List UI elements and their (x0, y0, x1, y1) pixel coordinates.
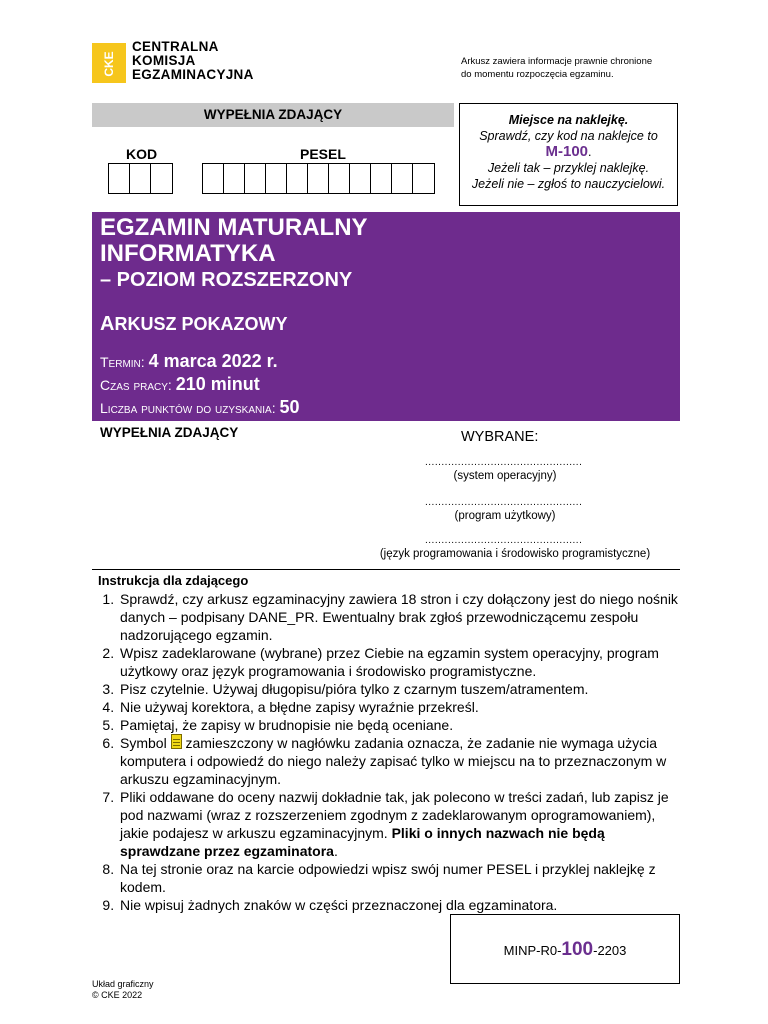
term-value: 4 marca 2022 r. (148, 351, 278, 371)
pesel-box[interactable] (308, 164, 329, 193)
fill-section-title: WYPEŁNIA ZDAJĄCY (100, 425, 239, 440)
footer-line: Układ graficzny (92, 979, 154, 989)
sheet-type (100, 313, 287, 336)
instruction-item: 1. Sprawdź, czy arkusz egzaminacyjny zawiera 18 stron i czy dołączony jest do niego nośnik danych – podpisany DANE_PR. Ewentualny brak zgłoś przewodniczącemu zespołu nadzorującego egzamin. (118, 590, 678, 644)
sticker-no: Jeżeli nie – zgłoś to nauczycielowi. (471, 177, 666, 191)
divider (92, 569, 680, 570)
exam-code-number: 100 (561, 939, 594, 960)
pesel-boxes[interactable] (202, 163, 435, 194)
pesel-box[interactable] (245, 164, 266, 193)
instruction-item (118, 788, 678, 860)
points-value: 50 (279, 397, 300, 417)
exam-code-suffix: -2203 (593, 943, 627, 958)
instructions-list (98, 590, 678, 914)
instruction-item: 9. Nie wpisuj żadnych znaków w części przeznaczonej dla egzaminatora. (118, 896, 678, 914)
pesel-box[interactable] (392, 164, 413, 193)
logo-line: KOMISJA (132, 53, 196, 68)
fill-header: WYPEŁNIA ZDAJĄCY (92, 103, 454, 127)
pesel-box[interactable] (266, 164, 287, 193)
sticker-title: Miejsce na naklejkę. (508, 113, 629, 127)
time-value: 210 minut (175, 374, 260, 394)
notepad-icon (171, 734, 182, 749)
instructions-title: Instrukcja dla zdającego (98, 573, 249, 588)
instruction-text: zamieszczony w nagłówku zadania oznacza, że zadanie nie wymaga użycia komputera i odpowiedź do niego należy zapisać tylko w miejscu na to przeznaczonym w arkuszu egzaminacyjnym. (120, 735, 667, 787)
instruction-bold-text: Pliki o innych nazwach nie będą sprawdzane przez egzaminatora (120, 825, 605, 859)
chosen-label: WYBRANE: (461, 429, 539, 445)
protection-line: Arkusz zawiera informacje prawnie chronione (461, 56, 653, 67)
sheet-type-rest: RKUSZ POKAZOWY (114, 314, 288, 334)
instruction-text: . (333, 843, 338, 859)
instruction-text: Pliki oddawane do oceny nazwij dokładnie tak, jak polecono w treści zadań, lub zapisz je pod nazwami (wraz z rozszerzeniem zgodnym z zadeklarowanym oprogramowaniem), jakie podajesz w arkuszu egzaminacyjnym. (120, 789, 669, 841)
language-caption: (język programowania i środowisko programistyczne) (379, 548, 651, 560)
sticker-dot: . (588, 145, 592, 159)
sheet-type-initial: A (100, 313, 115, 335)
exam-title-line1: EGZAMIN MATURALNY (100, 214, 368, 241)
instruction-item: 5. Pamiętaj, że zapisy w brudnopisie nie będą oceniane. (118, 716, 678, 734)
term-row (100, 351, 278, 372)
exam-code-box (450, 914, 680, 984)
instruction-item: 8. Na tej stronie oraz na karcie odpowiedzi wpisz swój numer PESEL i przyklej naklejkę z kodem. (118, 860, 678, 896)
sticker-yes: Jeżeli tak – przyklej naklejkę. (487, 161, 650, 175)
instruction-item: 2. Wpisz zadeklarowane (wybrane) przez Ciebie na egzamin system operacyjny, program użytkowy oraz język programowania i środowisko programistyczne. (118, 644, 678, 680)
program-caption: (program użytkowy) (454, 510, 556, 522)
pesel-box[interactable] (350, 164, 371, 193)
exam-code-prefix: MINP-R0- (503, 943, 562, 958)
kod-box[interactable] (109, 164, 130, 193)
pesel-box[interactable] (371, 164, 392, 193)
protection-line: do momentu rozpoczęcia egzaminu. (461, 69, 614, 80)
footer (92, 979, 154, 1001)
pesel-label: PESEL (300, 146, 346, 162)
kod-box[interactable] (151, 164, 172, 193)
points-row (100, 397, 300, 418)
instruction-item: 4. Nie używaj korektora, a błędne zapisy wyraźnie przekreśl. (118, 698, 678, 716)
kod-box[interactable] (130, 164, 151, 193)
pesel-box[interactable] (224, 164, 245, 193)
sticker-check: Sprawdź, czy kod na naklejce to (479, 129, 658, 143)
sticker-code: M-100 (545, 143, 589, 160)
instruction-text: Symbol (120, 735, 171, 751)
term-label: Termin: (100, 354, 149, 370)
footer-line: © CKE 2022 (92, 990, 143, 1000)
exam-title-line2: INFORMATYKA (100, 240, 276, 267)
logo-text (132, 40, 254, 82)
logo-line: CENTRALNA (132, 39, 219, 54)
kod-label: KOD (126, 146, 158, 162)
instruction-item: 3. Pisz czytelnie. Używaj długopisu/pióra tylko z czarnym tuszem/atramentem. (118, 680, 678, 698)
pesel-box[interactable] (287, 164, 308, 193)
exam-banner (92, 212, 680, 421)
exam-level: – POZIOM ROZSZERZONY (100, 269, 353, 291)
pesel-box[interactable] (329, 164, 350, 193)
kod-boxes[interactable] (108, 163, 173, 194)
pesel-box[interactable] (203, 164, 224, 193)
exam-title (100, 215, 368, 267)
points-label: Liczba punktów do uzyskania: (100, 400, 280, 416)
language-line[interactable]: ................................................ (425, 535, 583, 546)
protection-note (461, 55, 652, 81)
sticker-box (459, 103, 678, 206)
time-label: Czas pracy: (100, 377, 176, 393)
logo-mark (92, 43, 126, 83)
os-line[interactable]: ................................................ (425, 457, 583, 468)
os-caption: (system operacyjny) (453, 470, 557, 482)
pesel-box[interactable] (413, 164, 434, 193)
program-line[interactable]: ................................................ (425, 497, 583, 508)
logo-mark-text: CKE (102, 51, 116, 77)
instruction-item (118, 734, 678, 788)
logo-line: EGZAMINACYJNA (132, 67, 254, 82)
time-row (100, 374, 260, 395)
